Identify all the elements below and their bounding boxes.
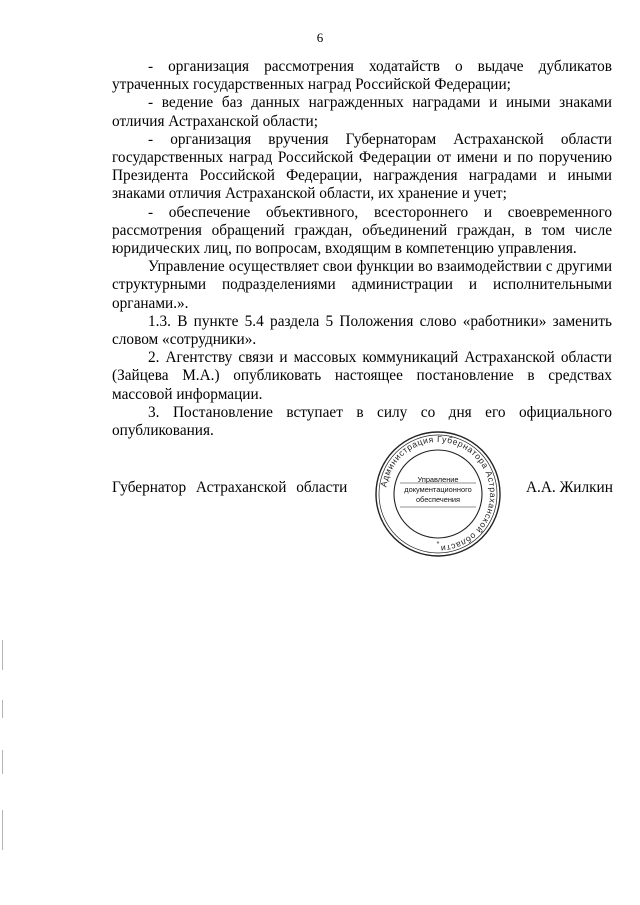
seal-line: обеспечения	[415, 495, 461, 504]
official-seal	[374, 430, 502, 558]
paragraph: - ведение баз данных награжденных наградами и иными знаками отличия Астраханской области;	[112, 94, 612, 130]
signatory-position: Губернатор Астраханской области	[112, 479, 348, 496]
seal-line: документационного	[404, 485, 472, 494]
scan-margin-marks	[2, 640, 6, 860]
signatory-name: А.А. Жилкин	[526, 479, 613, 496]
svg-text:*: *	[436, 541, 440, 548]
seal-outer-text: Администрация Губернатора Астраханской области	[378, 433, 499, 554]
paragraph: 3. Постановление вступает в силу со дня его официального опубликования.	[112, 403, 612, 440]
page-number: 6	[316, 30, 324, 45]
paragraph: 1.3. В пункте 5.4 раздела 5 Положения слово «работники» заменить словом «сотрудники».	[112, 312, 612, 349]
paragraph: - обеспечение объективного, всестороннего и своевременного рассмотрения обращений граждан, объединений граждан, в том числе юридических лиц, по вопросам, входящим в компетенцию управления.	[112, 203, 612, 258]
document-body	[112, 58, 612, 440]
seal-inner-text	[396, 475, 480, 505]
paragraph: - организация рассмотрения ходатайств о выдаче дубликатов утраченных государственных наград Российской Федерации;	[112, 58, 612, 94]
paragraph: - организация вручения Губернаторам Астраханской области государственных наград Российской Федерации от имени и по поручению Президента Российской Федерации, награждения наградами и иными знаками отличия Астраханской области, их хранение и учет;	[112, 130, 612, 203]
seal-line: Управление	[417, 475, 459, 484]
paragraph: 2. Агентству связи и массовых коммуникаций Астраханской области (Зайцева М.А.) опубликовать настоящее постановление в средствах массовой информации.	[112, 349, 612, 403]
paragraph: Управление осуществляет свои функции во взаимодействии с другими структурными подразделениями администрации и исполнительными органами.».	[112, 258, 612, 312]
